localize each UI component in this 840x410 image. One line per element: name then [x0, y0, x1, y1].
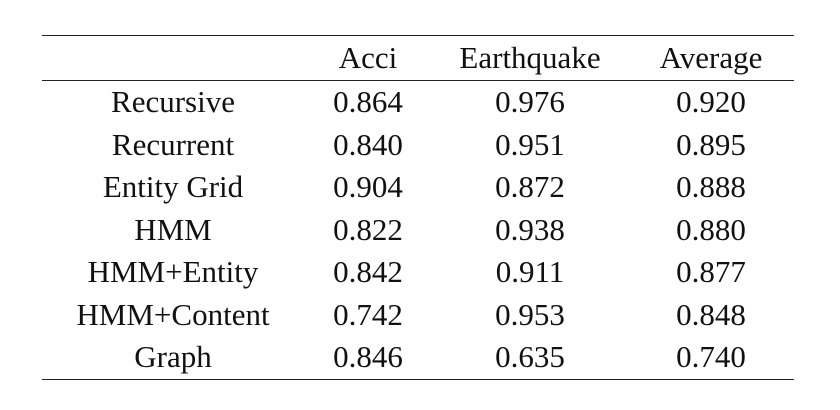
- method-cell: HMM: [134, 211, 212, 247]
- table-row: [42, 294, 794, 337]
- acci-cell: 0.846: [333, 339, 403, 374]
- average-cell: 0.920: [676, 84, 746, 119]
- header-earthquake: Earthquake: [459, 40, 601, 75]
- header-row: [42, 36, 794, 81]
- average-cell: 0.880: [676, 211, 746, 247]
- average-cell: 0.888: [676, 169, 746, 204]
- table-row: [42, 251, 794, 294]
- table-row: [42, 166, 794, 209]
- average-cell: 0.895: [676, 126, 746, 162]
- table-row: [42, 124, 794, 167]
- earthquake-cell: 0.872: [495, 169, 565, 204]
- acci-cell: 0.840: [333, 126, 403, 162]
- acci-cell: 0.864: [333, 84, 403, 119]
- earthquake-cell: 0.635: [495, 339, 565, 374]
- average-cell: 0.848: [676, 296, 746, 332]
- method-cell: HMM+Content: [76, 296, 270, 332]
- average-cell: 0.740: [676, 339, 746, 374]
- acci-cell: 0.822: [333, 211, 403, 247]
- header-average: Average: [659, 40, 763, 75]
- header-method: [42, 36, 304, 81]
- earthquake-cell: 0.938: [495, 211, 565, 247]
- table-row: [42, 336, 794, 379]
- earthquake-cell: 0.976: [495, 84, 565, 119]
- table-header: [42, 36, 794, 81]
- method-cell: Recursive: [111, 84, 235, 119]
- header-acci: Acci: [338, 40, 398, 75]
- method-cell: Recurrent: [111, 126, 235, 162]
- acci-cell: 0.742: [333, 296, 403, 332]
- table-body: [42, 81, 794, 380]
- table-row: [42, 81, 794, 124]
- acci-cell: 0.842: [333, 254, 403, 289]
- earthquake-cell: 0.911: [495, 254, 565, 289]
- average-cell: 0.877: [676, 254, 746, 289]
- earthquake-cell: 0.953: [495, 296, 565, 332]
- acci-cell: 0.904: [333, 169, 403, 204]
- results-table: [42, 35, 794, 380]
- method-cell: HMM+Entity: [87, 254, 259, 289]
- method-cell: Graph: [134, 339, 212, 374]
- method-cell: Entity Grid: [102, 169, 244, 204]
- earthquake-cell: 0.951: [495, 126, 565, 162]
- table-row: [42, 209, 794, 252]
